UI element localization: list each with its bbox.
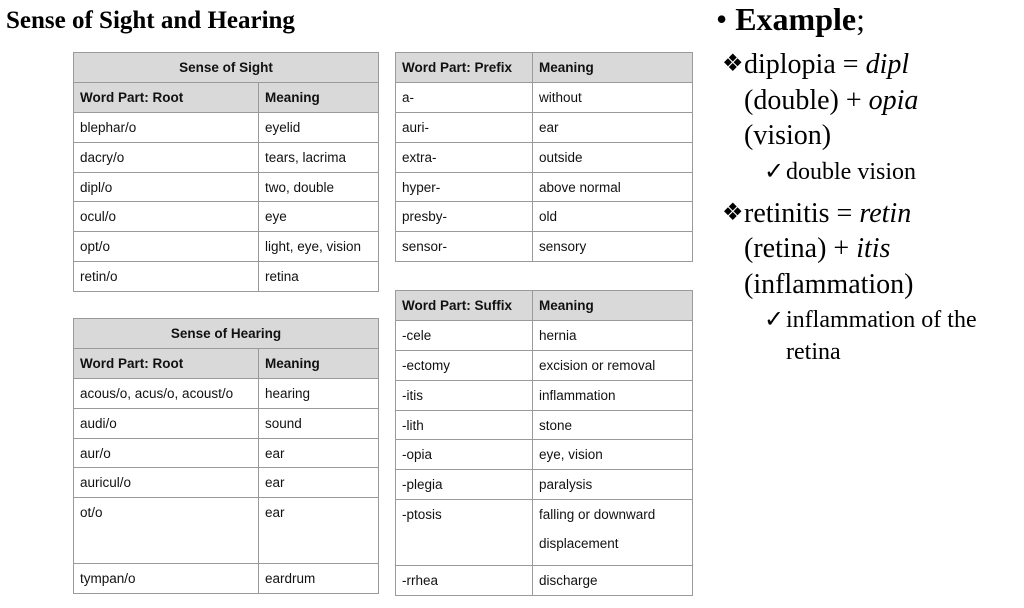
equals-sign: =	[829, 197, 860, 229]
meaning-cell: above normal	[533, 172, 693, 202]
meaning-cell: sensory	[533, 232, 693, 262]
table-row	[396, 82, 693, 112]
word-part-1: dipl	[865, 49, 910, 80]
meaning-cell: eardrum	[259, 564, 379, 594]
root-cell: ocul/o	[74, 202, 259, 232]
prefix-cell: sensor-	[396, 232, 533, 262]
word-part-2-meaning: (inflammation)	[744, 268, 914, 300]
column-header-meaning: Meaning	[259, 82, 379, 112]
root-cell: auricul/o	[74, 468, 259, 498]
word-part-2: itis	[856, 233, 891, 264]
meaning-cell: excision or removal	[533, 350, 693, 380]
root-cell: aur/o	[74, 438, 259, 468]
example-heading	[716, 0, 1022, 39]
meaning-cell: tears, lacrima	[259, 142, 379, 172]
meaning-cell: eye, vision	[533, 440, 693, 470]
meaning-cell: falling or downward displacement	[533, 500, 693, 566]
table-row	[74, 262, 379, 292]
meaning-cell: stone	[533, 410, 693, 440]
diamond-bullet-icon: ❖	[722, 51, 744, 77]
table-row	[74, 564, 379, 594]
meaning-cell: ear	[259, 468, 379, 498]
meaning-cell: sound	[259, 408, 379, 438]
table-row	[396, 112, 693, 142]
prefix-cell: hyper-	[396, 172, 533, 202]
prefix-cell: auri-	[396, 112, 533, 142]
root-cell: audi/o	[74, 408, 259, 438]
table-row	[74, 172, 379, 202]
table-row	[74, 438, 379, 468]
column-header-prefix: Word Part: Prefix	[396, 53, 533, 83]
meaning-cell: discharge	[533, 566, 693, 596]
suffix-cell: -opia	[396, 440, 533, 470]
table-row	[396, 440, 693, 470]
meaning-cell: hearing	[259, 378, 379, 408]
checkmark-icon: ✓	[764, 307, 785, 333]
word-part-1: retin	[859, 197, 912, 229]
root-cell: blephar/o	[74, 112, 259, 142]
meaning-cell: eye	[259, 202, 379, 232]
meaning-cell: ear	[259, 498, 379, 564]
root-cell: dacry/o	[74, 142, 259, 172]
prefix-cell: extra-	[396, 142, 533, 172]
meaning-cell: inflammation	[533, 380, 693, 410]
column-header-meaning: Meaning	[533, 53, 693, 83]
hearing-table	[73, 318, 379, 594]
meaning-cell: without	[533, 82, 693, 112]
table-row	[74, 468, 379, 498]
prefix-cell: a-	[396, 82, 533, 112]
example-term: retinitis	[744, 197, 830, 229]
column-header-root: Word Part: Root	[74, 82, 259, 112]
example-heading-text: Example	[735, 1, 857, 37]
table-row	[396, 350, 693, 380]
root-cell: opt/o	[74, 232, 259, 262]
root-cell: tympan/o	[74, 564, 259, 594]
meaning-cell: hernia	[533, 320, 693, 350]
table-row	[396, 500, 693, 566]
checkmark-icon: ✓	[764, 158, 785, 185]
column-header-meaning: Meaning	[259, 348, 379, 378]
table-row	[396, 470, 693, 500]
meaning-cell: retina	[259, 262, 379, 292]
suffix-cell: -rrhea	[396, 566, 533, 596]
meaning-cell: old	[533, 202, 693, 232]
example-result	[716, 156, 1022, 188]
root-cell: retin/o	[74, 262, 259, 292]
example-item-retinitis	[716, 196, 1022, 303]
word-part-2-meaning: (vision)	[744, 120, 832, 151]
table-row	[396, 320, 693, 350]
meaning-cell: light, eye, vision	[259, 232, 379, 262]
suffix-cell: -plegia	[396, 470, 533, 500]
prefix-cell: presby-	[396, 202, 533, 232]
prefix-table	[395, 52, 693, 262]
table-row	[396, 380, 693, 410]
bullet-icon: •	[716, 1, 728, 37]
root-cell: dipl/o	[74, 172, 259, 202]
meaning-cell: ear	[259, 438, 379, 468]
example-term: diplopia	[744, 49, 836, 80]
meaning-cell: outside	[533, 142, 693, 172]
example-result-text: double vision	[786, 158, 916, 185]
suffix-cell: -lith	[396, 410, 533, 440]
plus-sign: +	[826, 233, 857, 264]
example-result	[716, 304, 1022, 368]
root-cell: ot/o	[74, 498, 259, 564]
root-cell: acous/o, acus/o, acoust/o	[74, 378, 259, 408]
example-heading-punct: ;	[856, 1, 865, 37]
example-item-diplopia	[716, 47, 1022, 154]
table-caption: Sense of Sight	[74, 53, 379, 83]
table-row	[396, 202, 693, 232]
meaning-cell: ear	[533, 112, 693, 142]
equals-sign: =	[835, 49, 866, 80]
meaning-cell: two, double	[259, 172, 379, 202]
column-header-suffix: Word Part: Suffix	[396, 291, 533, 321]
table-row	[396, 142, 693, 172]
table-row	[74, 142, 379, 172]
meaning-cell: eyelid	[259, 112, 379, 142]
example-panel	[716, 0, 1022, 368]
column-header-root: Word Part: Root	[74, 348, 259, 378]
sight-table	[73, 52, 379, 292]
suffix-table	[395, 290, 693, 596]
plus-sign: +	[838, 84, 869, 116]
table-row	[74, 202, 379, 232]
word-part-1-meaning: (retina)	[744, 233, 827, 264]
word-part-1-meaning: (double)	[744, 84, 839, 116]
suffix-cell: -itis	[396, 380, 533, 410]
suffix-cell: -ptosis	[396, 500, 533, 566]
table-row	[74, 112, 379, 142]
suffix-cell: -cele	[396, 320, 533, 350]
table-row	[74, 232, 379, 262]
table-row	[396, 566, 693, 596]
table-row	[396, 410, 693, 440]
table-caption: Sense of Hearing	[74, 319, 379, 349]
diamond-bullet-icon: ❖	[722, 199, 744, 226]
word-part-2: opia	[868, 84, 919, 116]
table-row	[396, 172, 693, 202]
table-row	[74, 498, 379, 564]
suffix-cell: -ectomy	[396, 350, 533, 380]
column-header-meaning: Meaning	[533, 291, 693, 321]
page-title: Sense of Sight and Hearing	[6, 7, 295, 34]
table-row	[74, 378, 379, 408]
meaning-cell: paralysis	[533, 470, 693, 500]
table-row	[396, 232, 693, 262]
example-result-text: inflammation of the retina	[786, 307, 977, 365]
table-row	[74, 408, 379, 438]
